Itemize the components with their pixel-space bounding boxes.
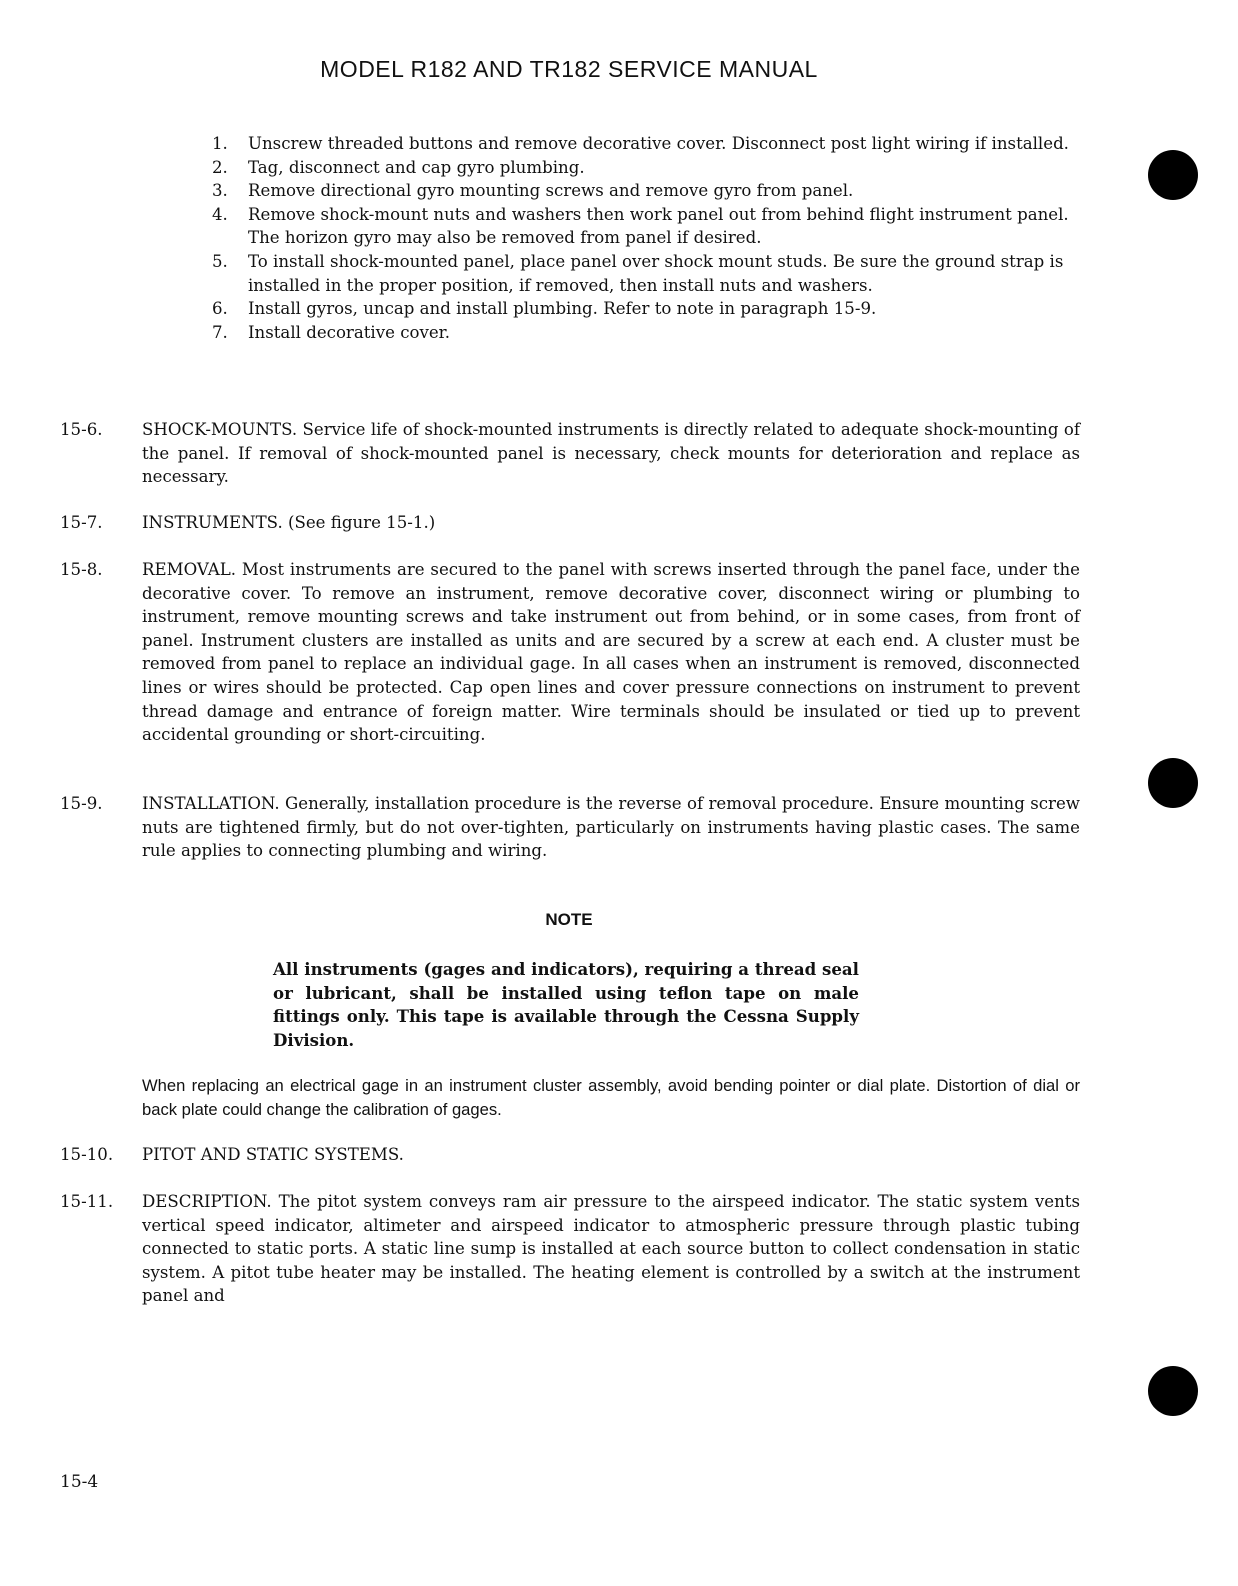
step-text: Tag, disconnect and cap gyro plumbing. [248,157,585,177]
paragraph-15-7 [60,511,1080,535]
step-number: 5. [212,251,228,271]
step-text: Unscrew threaded buttons and remove decorative cover. Disconnect post light wiring if installed. [248,134,1069,153]
step-text: To install shock-mounted panel, place panel over shock mount studs. Be sure the ground strap is installed in the proper position, if removed, then install nuts and washers. [248,251,1064,295]
paragraph-number: 15-11. [60,1192,114,1211]
page-number: 15-4 [60,1472,99,1492]
paragraph-text: PITOT AND STATIC SYSTEMS. [142,1145,404,1164]
step-item [212,297,1072,321]
paragraph-number: 15-7. [60,513,103,532]
step-text: Install gyros, uncap and install plumbing. Refer to note in paragraph 15-9. [248,299,877,319]
step-number: 1. [212,134,228,153]
paragraph-text: SHOCK-MOUNTS. Service life of shock-mounted instruments is directly related to adequate shock-mounting of the panel. If removal of shock-mounted panel is necessary, check mounts for deterioration and replace as necessary. [142,420,1080,487]
binder-hole-dot-icon [1148,1366,1198,1416]
step-text: Remove shock-mount nuts and washers then work panel out from behind flight instrument panel. The horizon gyro may also be removed from panel if desired. [248,204,1069,248]
paragraph-text: DESCRIPTION. The pitot system conveys ram air pressure to the airspeed indicator. The static system vents vertical speed indicator, altimeter and airspeed indicator to atmospheric pressure through plastic tubing connected to static ports. A static line sump is installed at each source button to collect condensation in static system. A pitot tube heater may be installed. The heating element is controlled by a switch at the instrument panel and [142,1192,1080,1306]
step-number: 4. [212,204,228,224]
paragraph-text: INSTRUMENTS. (See figure 15-1.) [142,513,436,532]
procedure-steps-list [212,132,1072,344]
step-text: Remove directional gyro mounting screws and remove gyro from panel. [248,181,854,201]
paragraph-15-11 [60,1190,1080,1308]
step-item [212,250,1072,297]
paragraph-15-10 [60,1143,1080,1167]
step-number: 7. [212,322,228,342]
note-text: All instruments (gages and indicators), requiring a thread seal or lubricant, shall be installed using teflon tape on male fittings only. This tape is available through the Cessna Supply Division. [273,959,859,1050]
paragraph-text: INSTALLATION. Generally, installation procedure is the reverse of removal procedure. Ensure mounting screw nuts are tightened firmly, but do not over-tighten, particularly on instruments having plastic cases. The same rule applies to connecting plumbing and wiring. [142,794,1080,861]
step-number: 6. [212,299,228,319]
paragraph-number: 15-8. [60,560,103,579]
paragraph-15-8 [60,558,1080,747]
step-item [212,179,1072,203]
step-number: 2. [212,157,228,177]
step-item [212,203,1072,250]
paragraph-number: 15-9. [60,794,103,813]
step-number: 3. [212,181,228,201]
paragraph-text: REMOVAL. Most instruments are secured to the panel with screws inserted through the panel face, under the decorative cover. To remove an instrument, remove decorative cover, disconnect wiring or plumbing to instrument, remove mounting screws and take instrument out from behind, or in some cases, from front of panel. Instrument clusters are installed as units and are secured by a screw at each end. A cluster must be removed from panel to replace an individual gage. In all cases when an instrument is removed, disconnected lines or wires should be protected. Cap open lines and cover pressure connections on instrument to prevent thread damage and entrance of foreign matter. Wire terminals should be insulated or tied up to prevent accidental grounding or short-circuiting. [142,560,1080,745]
step-item [212,321,1072,345]
paragraph-number: 15-6. [60,420,103,439]
binder-hole-dot-icon [1148,758,1198,808]
page-header-title: MODEL R182 AND TR182 SERVICE MANUAL [320,56,818,82]
step-item [212,132,1072,156]
binder-hole-dot-icon [1148,150,1198,200]
note-heading: NOTE [545,910,593,929]
paragraph-15-9 [60,792,1080,863]
step-text: Install decorative cover. [248,322,451,342]
paragraph-number: 15-10. [60,1145,114,1164]
gage-replacement-text: When replacing an electrical gage in an instrument cluster assembly, avoid bending pointer or dial plate. Distortion of dial or back plate could change the calibration of gages. [142,1076,1080,1119]
paragraph-15-6 [60,418,1080,489]
step-item [212,156,1072,180]
